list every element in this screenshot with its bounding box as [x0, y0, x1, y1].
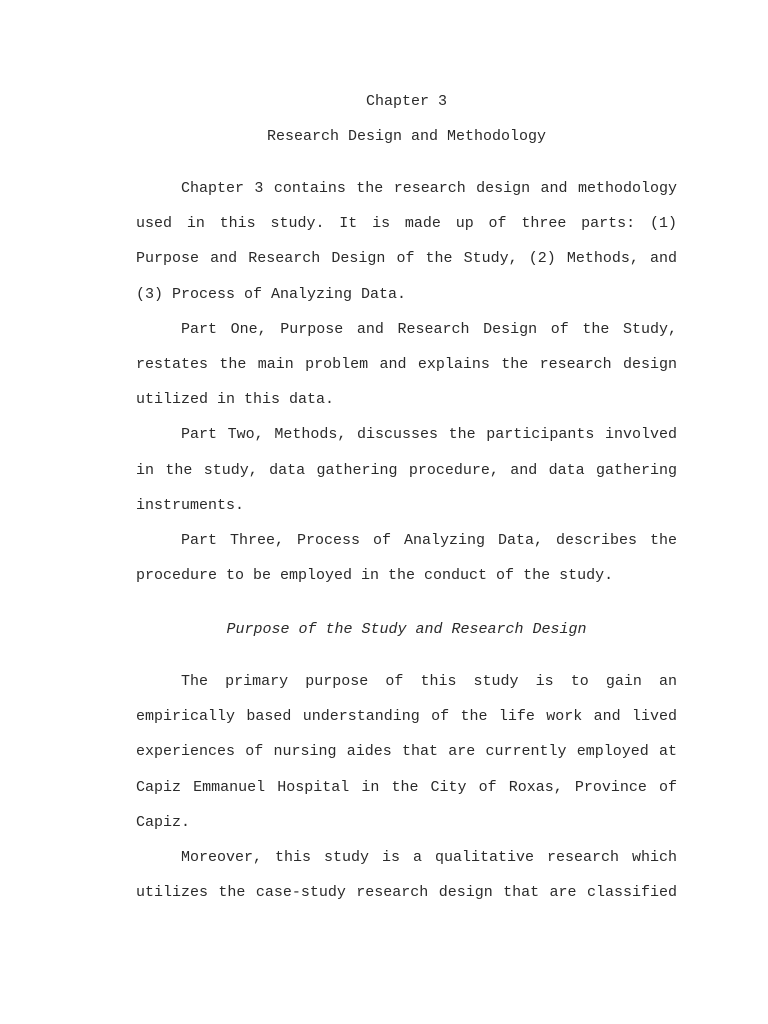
section-body — [136, 664, 677, 910]
intro-paragraph-2: Part One, Purpose and Research Design of the Study, restates the main problem and explains the research design utilized in this data. — [136, 320, 677, 409]
section-paragraph-2: Moreover, this study is a qualitative research which utilizes the case-study research design that are classified — [136, 849, 677, 902]
section-paragraph-1: The primary purpose of this study is to gain an empirically based understanding of the life work and lived experiences of nursing aides that are currently employed at Capiz Emmanuel Hospital in the City of Roxas, Province of Capiz. — [136, 673, 677, 831]
intro-paragraph-3: Part Two, Methods, discusses the participants involved in the study, data gathering procedure, and data gathering instruments. — [136, 426, 677, 514]
intro-paragraph-1: Chapter 3 contains the research design and methodology used in this study. It is made up of three parts: (1) Purpose and Research Design of the Study, (2) Methods, and (3) Process of Analyzing Data. — [136, 180, 677, 303]
chapter-title: Research Design and Methodology — [266, 128, 547, 145]
intro-paragraph-4: Part Three, Process of Analyzing Data, describes the procedure to be employed in the conduct of the study. — [136, 532, 677, 585]
section-heading: Purpose of the Study and Research Design — [226, 621, 587, 638]
chapter-number: Chapter 3 — [365, 93, 447, 110]
section-heading-block — [136, 620, 677, 640]
intro-section — [136, 171, 677, 593]
